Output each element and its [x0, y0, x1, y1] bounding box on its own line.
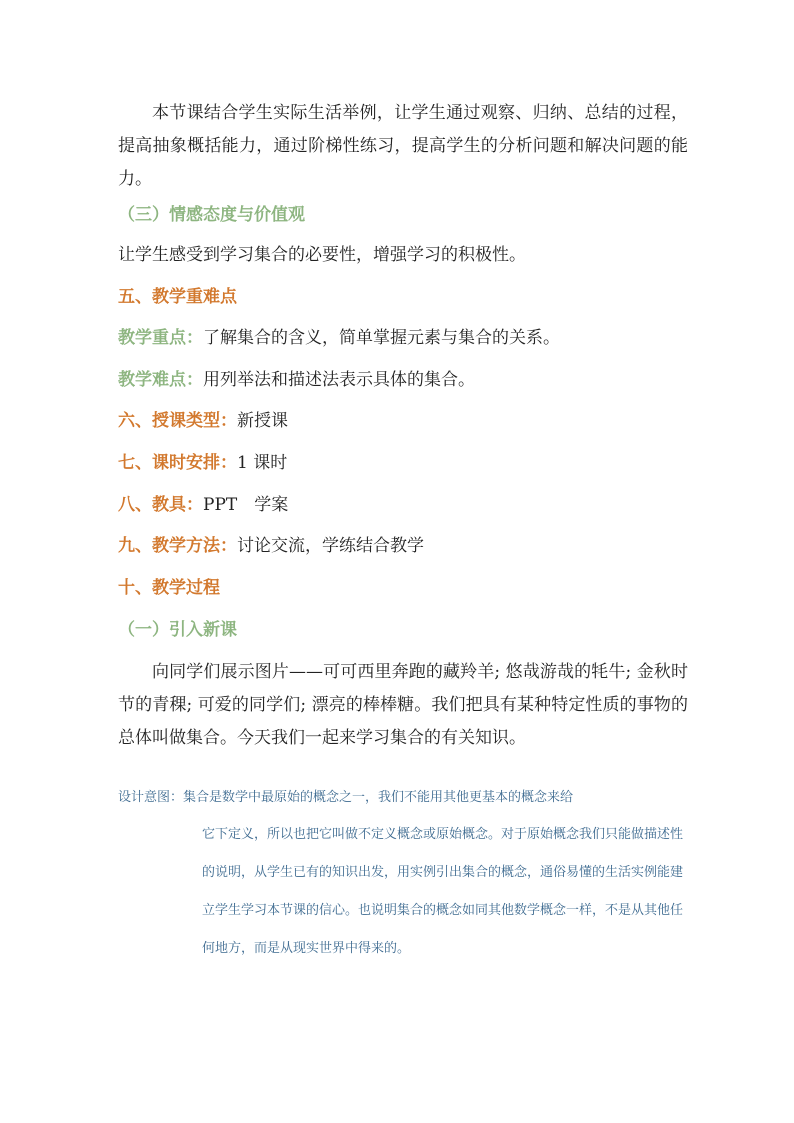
line-teaching-aids: [118, 490, 288, 520]
paragraph-emotion: 让学生感受到学习集合的必要性，增强学习的积极性。: [118, 245, 526, 265]
lesson-hours-label: 七、课时安排：: [118, 453, 237, 473]
teaching-aids-text: PPT 学案: [203, 495, 289, 515]
heading-teaching-process: 十、教学过程: [118, 578, 220, 598]
key-point-label: 教学重点：: [118, 328, 203, 348]
teaching-aids-label: 八、教具：: [118, 495, 203, 515]
line-lesson-type: [118, 406, 288, 436]
design-intent-continued: 它下定义，所以也把它叫做不定义概念或原始概念。对于原始概念我们只能做描述性的说明，从学生已有的知识出发，用实例引出集合的概念，通俗易懂的生活实例能建立学生学习本节课的信心。也说明集合的概念如同其他数学概念一样，不是从其他任何地方，而是从现实世界中得来的。: [202, 827, 684, 956]
line-key-point: [118, 323, 560, 353]
heading-key-difficult-points: 五、教学重难点: [118, 287, 237, 307]
line-difficult-point: [118, 365, 475, 395]
heading-emotion-values: （三）情感态度与价值观: [118, 205, 305, 225]
heading-introduce-lesson: （一）引入新课: [118, 620, 237, 640]
teaching-method-label: 九、教学方法：: [118, 536, 237, 556]
design-intent-first-line: 设计意图：集合是数学中最原始的概念之一，我们不能用其他更基本的概念来给: [118, 790, 574, 805]
paragraph-ability: 本节课结合学生实际生活举例，让学生通过观察、归纳、总结的过程，提高抽象概括能力，通过阶梯性练习，提高学生的分析问题和解决问题的能力。: [118, 103, 688, 189]
line-teaching-method: [118, 531, 424, 561]
line-lesson-hours: [118, 448, 287, 478]
difficult-point-text: 用列举法和描述法表示具体的集合。: [203, 370, 475, 390]
lesson-type-text: 新授课: [237, 411, 288, 431]
paragraph-introduction: 向同学们展示图片——可可西里奔跑的藏羚羊; 悠哉游哉的牦牛; 金秋时节的青稞; 可爱的同学们; 漂亮的棒棒糖。我们把具有某种特定性质的事物的总体叫做集合。今天我们一起来学习集合的有关知识。: [118, 662, 688, 748]
difficult-point-label: 教学难点：: [118, 370, 203, 390]
lesson-type-label: 六、授课类型：: [118, 411, 237, 431]
teaching-method-text: 讨论交流，学练结合教学: [237, 536, 424, 556]
lesson-hours-text: 1 课时: [237, 453, 288, 473]
key-point-text: 了解集合的含义，简单掌握元素与集合的关系。: [203, 328, 560, 348]
